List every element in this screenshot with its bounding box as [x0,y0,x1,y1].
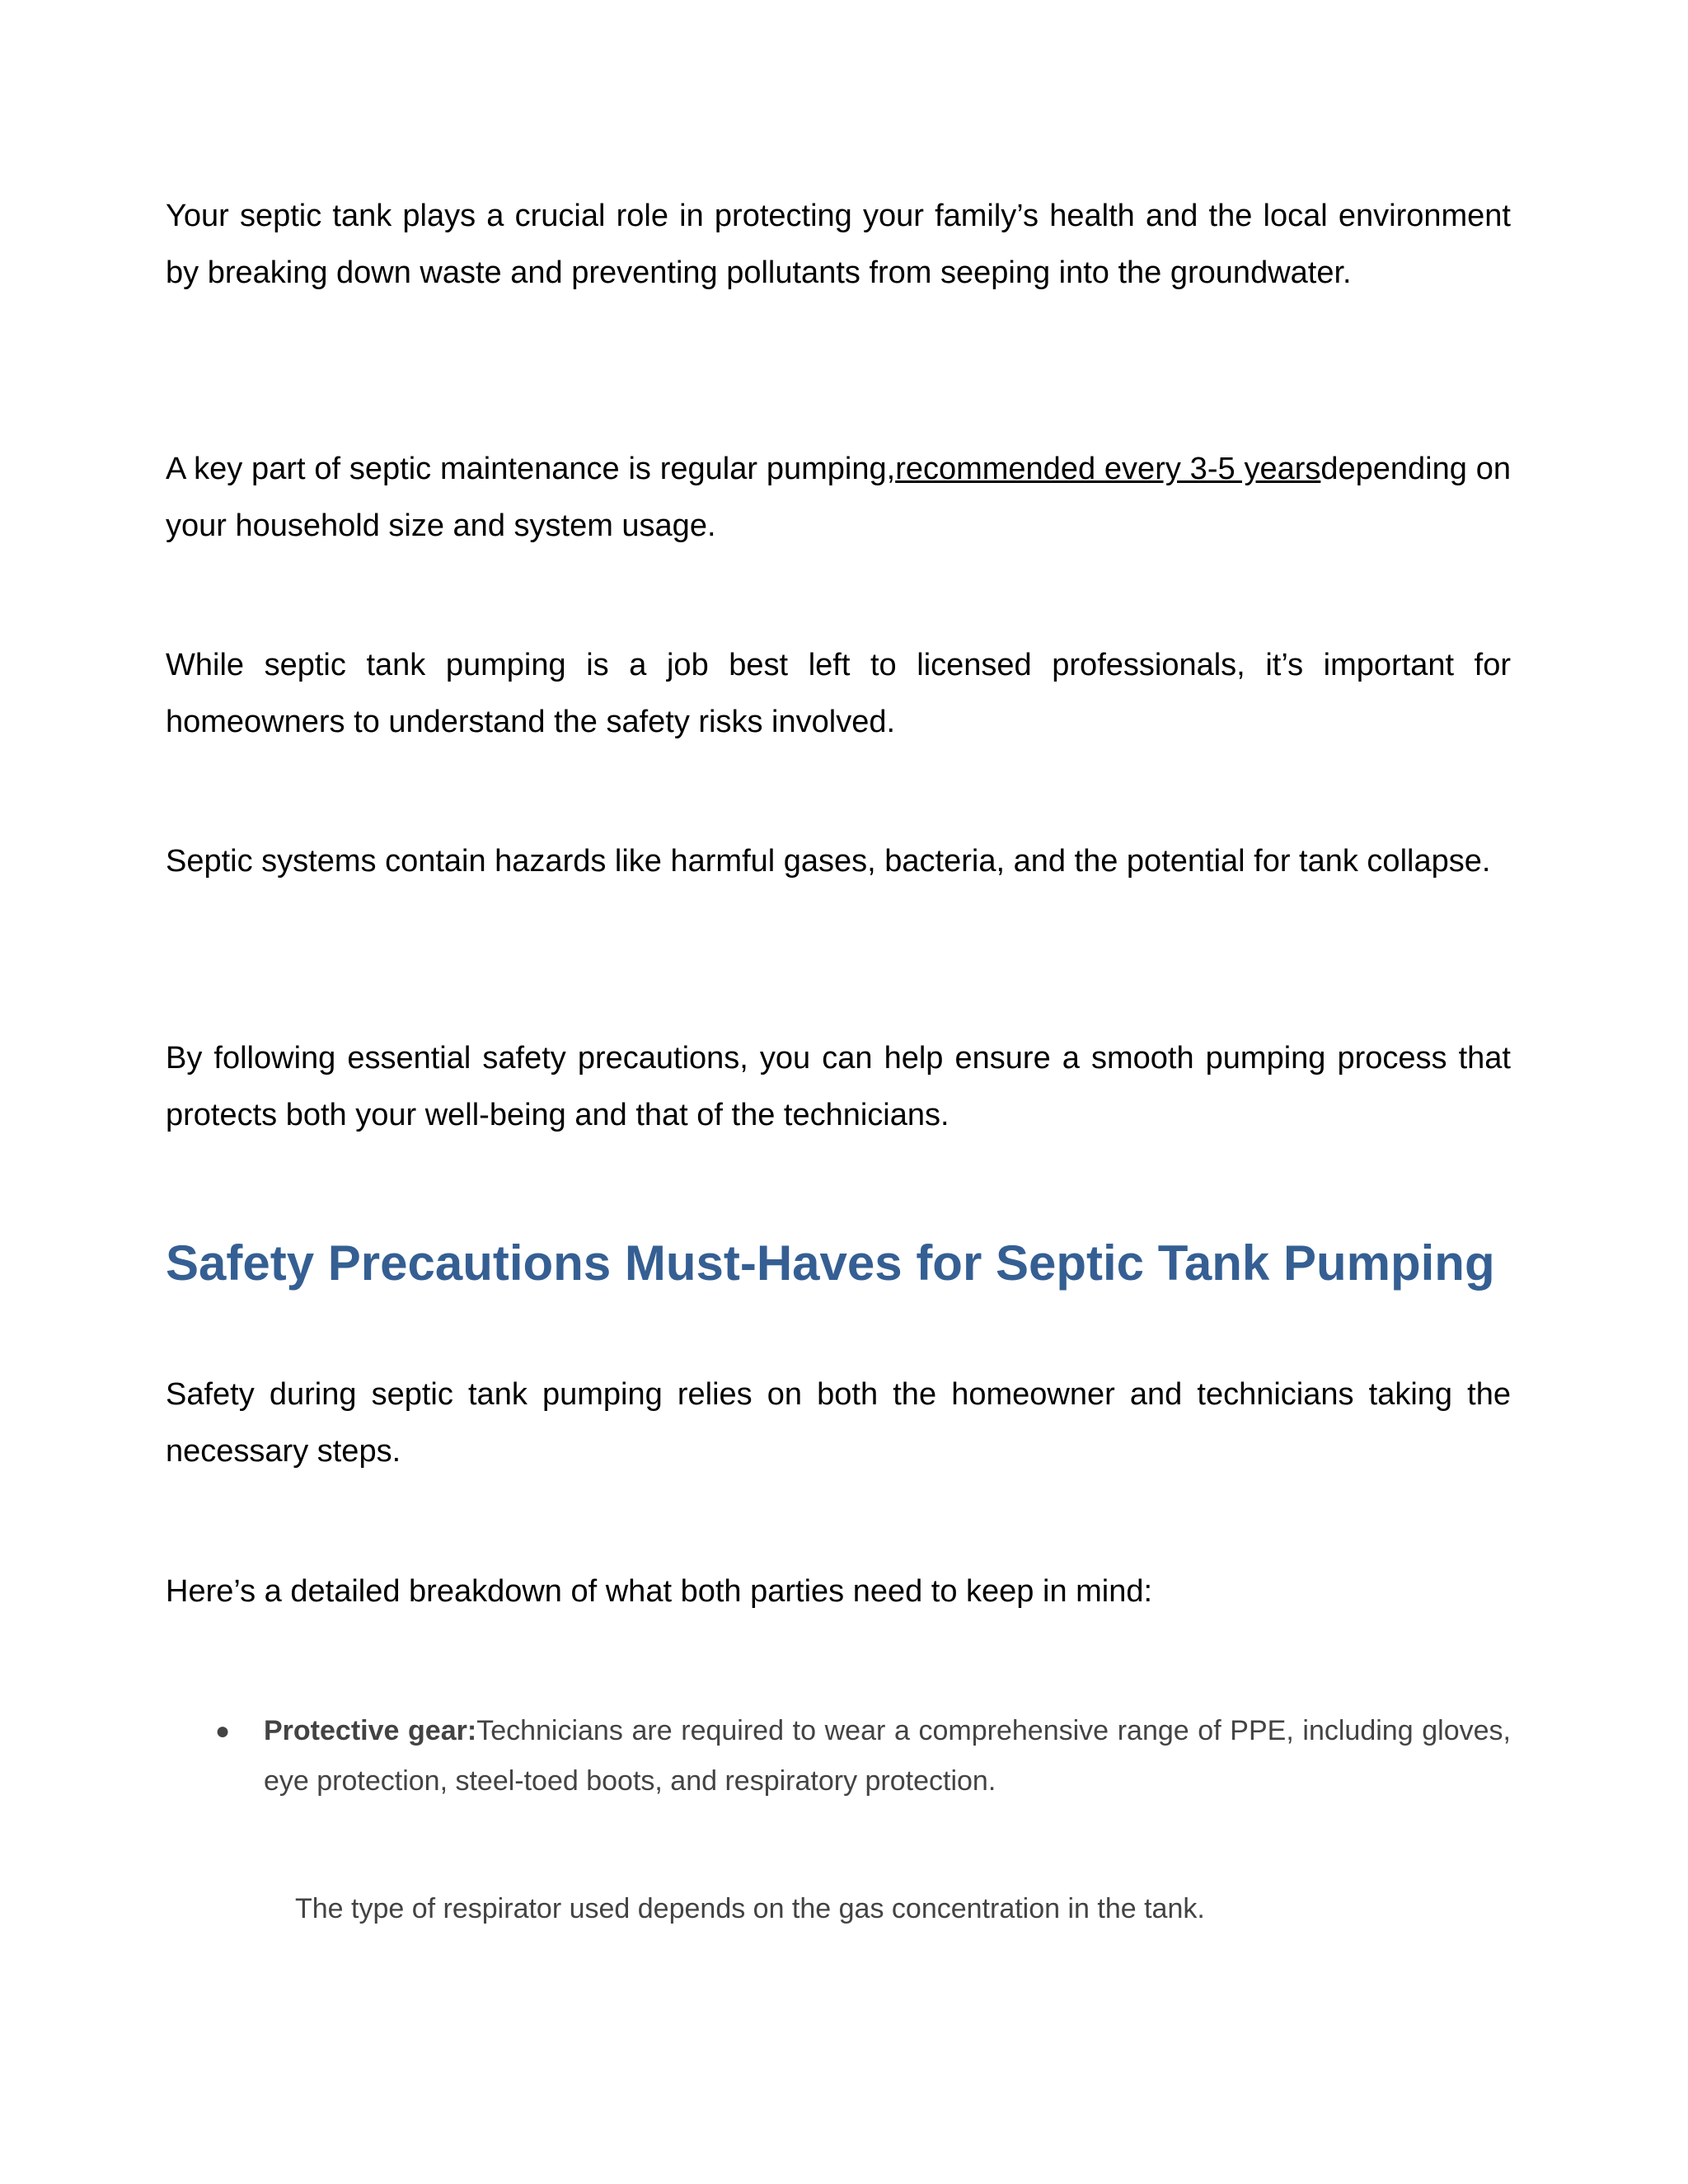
bullet-dot-icon: ● [215,1718,231,1745]
pumping-text-after: depending on your household size and system usage. [166,452,1511,543]
professionals-paragraph: While septic tank pumping is a job best left to licensed professionals, it’s important for homeowners to understand the safety risks involved. [166,648,1511,739]
precautions-paragraph: By following essential safety precautions, you can help ensure a smooth pumping process that protects both your well-being and that of the technicians. [166,1041,1511,1132]
safety-intro-paragraph: Safety during septic tank pumping relies on both the homeowner and technicians taking the necessary steps. [166,1377,1511,1469]
intro-paragraph: Your septic tank plays a crucial role in protecting your family’s health and the local environment by breaking down waste and preventing pollutants from seeping into the groundwater. [166,199,1511,290]
section-heading: Safety Precautions Must-Haves for Septic Tank Pumping [166,1235,1495,1291]
breakdown-paragraph: Here’s a detailed breakdown of what both parties need to keep in mind: [166,1574,1153,1609]
respirator-note: The type of respirator used depends on the gas concentration in the tank. [295,1893,1205,1924]
pumping-interval-link[interactable]: recommended every 3-5 years [895,452,1321,486]
bullet-label: Protective gear: [264,1715,477,1746]
bullet-text [264,1706,1511,1807]
bullet-description: Technicians are required to wear a comprehensive range of PPE, including gloves, eye protection, steel-toed boots, and respiratory protection. [264,1715,1511,1797]
pumping-paragraph [166,441,1511,555]
pumping-text-before: A key part of septic maintenance is regular pumping, [166,452,896,486]
hazards-paragraph: Septic systems contain hazards like harmful gases, bacteria, and the potential for tank collapse. [166,844,1491,879]
